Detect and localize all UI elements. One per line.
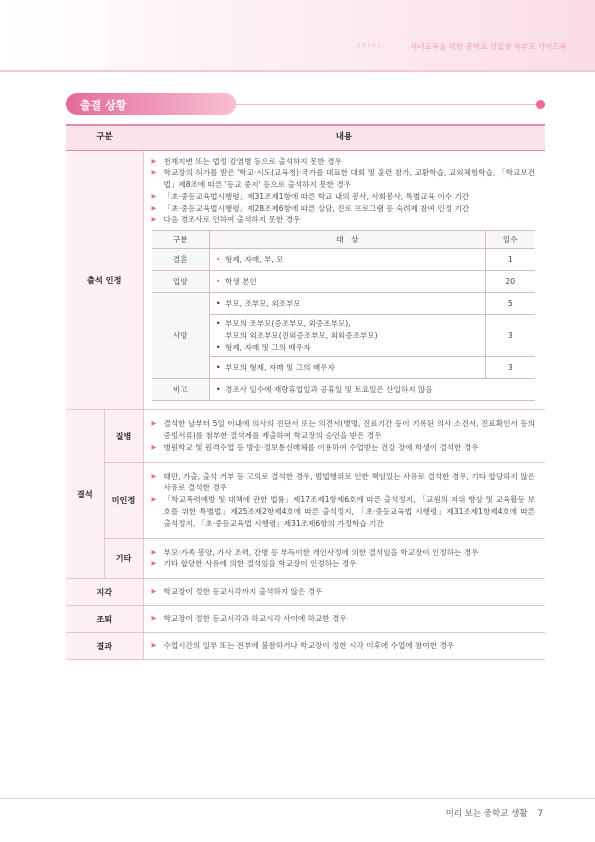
sub-header-category: 구분 — [152, 231, 210, 249]
running-header-title: 자녀교육을 위한 중학교 신입생 학부모 가이드북 — [410, 42, 567, 51]
table-row: 비고 • 경조사 일수에 재량휴업일과 공휴일 및 토요일은 산입하지 않음 — [152, 379, 536, 401]
dot-icon: • — [216, 363, 221, 372]
list-item: ▶ 「초·중등교육법시행령」제31조제1항에 따른 학교 내의 봉사, 사회봉사, 특별교육 이수 기간 — [151, 191, 470, 201]
section-dot-icon — [536, 100, 545, 109]
list-item: ▶ 학교장이 정한 등교시각과 하교시각 사이에 하교한 경우 — [151, 614, 347, 624]
sub-header-days: 일수 — [485, 231, 535, 249]
attendance-table — [66, 124, 545, 660]
table-row: 사망 • 부모, 조부모, 외조부모 5 — [152, 293, 536, 315]
header-content: 내용 — [143, 125, 545, 150]
triangle-bullet-icon: ▶ — [151, 614, 157, 623]
footer — [446, 807, 543, 819]
triangle-bullet-icon: ▶ — [151, 587, 157, 596]
dot-icon: • — [216, 298, 221, 308]
table-row — [66, 538, 545, 579]
list-item: ▶ 「초·중등교육법시행령」제28조제6항에 따른 상담, 진로 프로그램 등 숙려제 참여 인정 기간 — [151, 203, 470, 213]
table-header-row — [66, 125, 545, 150]
list-item: ▶ 천재지변 또는 법정 감염병 등으로 출석하지 못한 경우 — [151, 156, 342, 166]
triangle-bullet-icon: ▶ — [151, 442, 157, 451]
attendance-content — [143, 150, 545, 410]
section-title: 출결 상황 — [80, 99, 127, 112]
triangle-bullet-icon: ▶ — [151, 547, 157, 556]
triangle-bullet-icon: ▶ — [151, 215, 157, 224]
table-row: 입양 • 학생 본인 20 — [152, 271, 536, 293]
list-item: ▶ 기타 합당한 사유에 의한 결석임을 학교장이 인정하는 경우 — [151, 559, 357, 569]
triangle-bullet-icon: ▶ — [151, 559, 157, 568]
dot-icon: • — [216, 319, 221, 329]
list-item: ▶ 학교장이 정한 등교시각까지 출석하지 않은 경우 — [151, 587, 323, 597]
triangle-bullet-icon: ▶ — [151, 156, 157, 165]
category-attendance: 출석 인정 — [66, 150, 143, 410]
dot-icon: • — [216, 385, 221, 394]
triangle-bullet-icon: ▶ — [151, 495, 157, 504]
triangle-bullet-icon: ▶ — [151, 419, 157, 428]
list-item: ▶ 학교장의 허가를 받은 '학교·시도(교육청)·국가를 대표한 대회 및 훈련 참가, 교환학습, 교외체험학습, 「학교보건법」제8조에 따른 '등교 중지' 등으로 출석하지 못한 경우 — [151, 168, 535, 190]
category-early-leave: 조퇴 — [66, 606, 143, 633]
list-item: ▶ 수업시간의 일부 또는 전부에 불참하거나 학교장이 정한 시각 이후에 수업에 참여한 경우 — [151, 641, 455, 651]
header-divider — [0, 70, 595, 72]
list-item: ▶ 부모·가족 봉양, 가사 조력, 간병 등 부득이한 개인사정에 의한 결석임을 학교장이 인정하는 경우 — [151, 547, 479, 557]
bereavement-subtable — [152, 230, 536, 401]
table-row — [66, 606, 545, 633]
table-row: • 부모의 조부모(증조부모, 외증조부모), 부모의 외조부모(진외증조부모, 외외증조부모) • 형제, 자매 및 그의 배우자 3 — [152, 315, 536, 357]
illness-content — [143, 410, 545, 462]
chevron-icon: ››››› — [357, 40, 382, 51]
table-row — [66, 579, 545, 606]
pink-dot-icon: • — [216, 276, 221, 286]
pink-dot-icon: • — [216, 254, 221, 264]
table-row: 결혼 • 형제, 자매, 부, 모 1 — [152, 249, 536, 271]
subcategory-other: 기타 — [104, 538, 143, 579]
unapproved-content — [143, 462, 545, 538]
sub-header-target: 대 상 — [210, 231, 486, 249]
header-category: 구분 — [66, 125, 143, 150]
triangle-bullet-icon: ▶ — [151, 203, 157, 212]
table-row: • 부모의 형제, 자매 및 그의 배우자 3 — [152, 357, 536, 379]
category-tardy: 지각 — [66, 579, 143, 606]
dot-icon: • — [216, 342, 221, 352]
section-title-rule — [236, 104, 536, 105]
table-row — [66, 633, 545, 660]
triangle-bullet-icon: ▶ — [151, 641, 157, 650]
table-row — [66, 462, 545, 538]
triangle-bullet-icon: ▶ — [151, 191, 157, 200]
subcategory-unapproved: 미인정 — [104, 462, 143, 538]
list-item: ▶ 결석한 날부터 5일 이내에 의사의 진단서 또는 의견서(병명, 진료기간 등이 기록된 의사 소견서, 진료확인서 등의 증빙서류)를 첨부한 결석계를 제출하여 학교장의 승인을 받은 경우 — [151, 419, 535, 441]
page-number: 7 — [537, 809, 543, 819]
table-row — [66, 410, 545, 462]
list-item: ▶ 병원학교 및 원격수업 등 방송·정보통신매체를 이용하여 수업받는 건강 장애 학생이 결석한 경우 — [151, 442, 479, 452]
list-item: ▶ 다음 경조사로 인하여 출석하지 못한 경우 — [151, 215, 301, 225]
footer-title: 미리 보는 중학교 생활 — [445, 809, 528, 819]
category-absence: 결석 — [66, 410, 104, 579]
other-content — [143, 538, 545, 579]
triangle-bullet-icon: ▶ — [151, 168, 157, 177]
header-band — [0, 0, 595, 70]
category-cut-class: 결과 — [66, 633, 143, 660]
subcategory-illness: 질병 — [104, 410, 143, 462]
table-row — [66, 150, 545, 410]
triangle-bullet-icon: ▶ — [151, 471, 157, 480]
footer-divider — [0, 798, 595, 799]
subtable-header-row — [152, 231, 536, 249]
list-item: ▶ 태만, 가출, 출석 거부 등 고의로 결석한 경우, 범법행위로 인한 책임있는 사유로 결석한 경우, 기타 합당하지 않은 사유로 결석한 경우 — [151, 471, 535, 493]
list-item: ▶ 「학교폭력예방 및 대책에 관한 법률」제17조제1항제6호에 따른 출석정지, 「교원의 지위 향상 및 교육활동 보호를 위한 특별법」제25조제2항제4호에 따른 출석정지, 「초·중등교육법 시행령」제31조제1항제4호에 따른 출석정지, 「초·중등교육법 시행령」제31조제6항의 가정학습 기간 — [151, 495, 535, 528]
